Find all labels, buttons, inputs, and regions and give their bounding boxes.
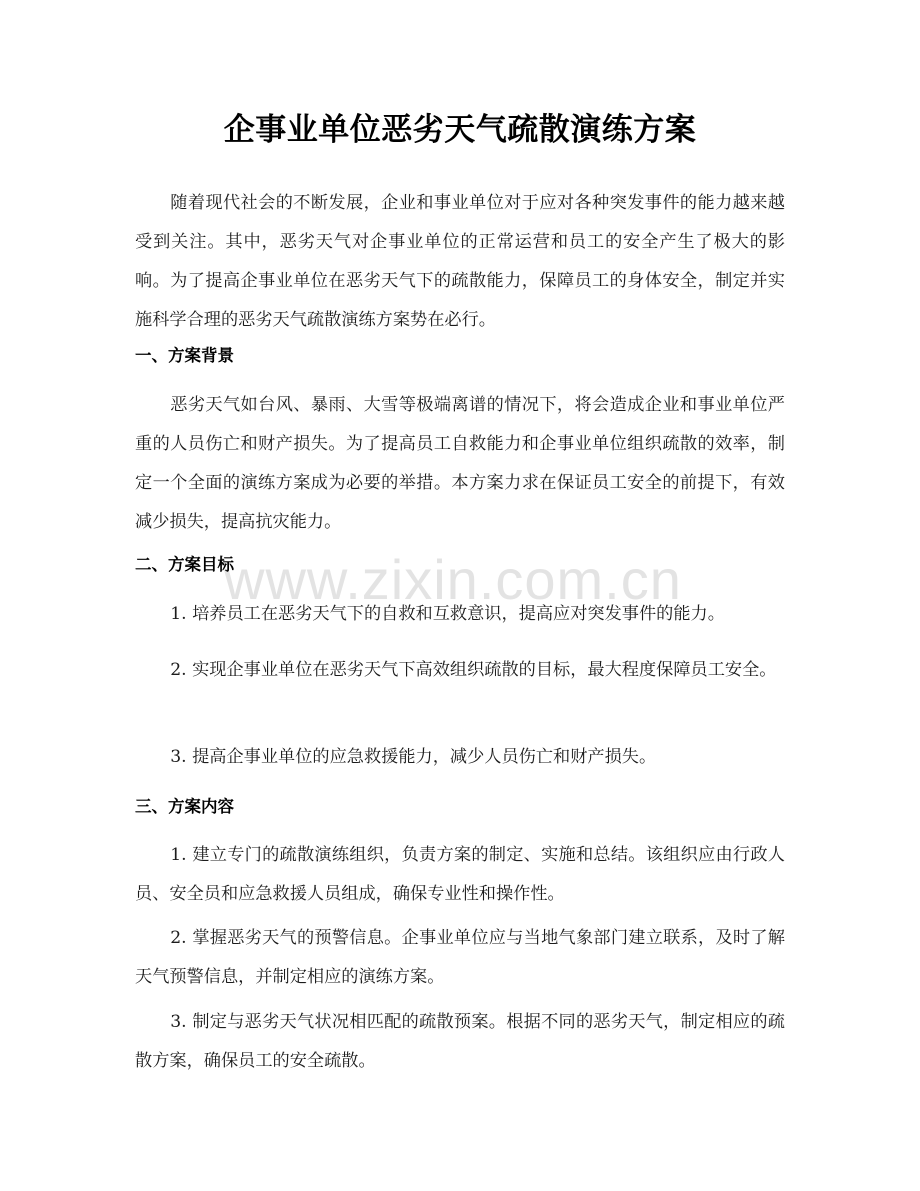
document-title: 企事业单位恶劣天气疏散演练方案 [223,112,697,148]
section-heading-background: 一、方案背景 [135,346,234,365]
content-item-2: 2. 掌握恶劣天气的预警信息。企事业单位应与当地气象部门建立联系，及时了解天气预警信息，并制定相应的演练方案。 [135,928,785,987]
intro-paragraph: 随着现代社会的不断发展，企业和事业单位对于应对各种突发事件的能力越来越受到关注。其中，恶劣天气对企事业单位的正常运营和员工的安全产生了极大的影响。为了提高企事业单位在恶劣天气下的疏散能力，保障员工的身体安全，制定并实施科学合理的恶劣天气疏散演练方案势在必行。 [135,193,785,330]
background-paragraph: 恶劣天气如台风、暴雨、大雪等极端离谱的情况下，将会造成企业和事业单位严重的人员伤亡和财产损失。为了提高员工自救能力和企事业单位组织疏散的效率，制定一个全面的演练方案成为必要的举措。本方案力求在保证员工安全的前提下，有效减少损失，提高抗灾能力。 [135,395,785,532]
content-item-1: 1. 建立专门的疏散演练组织，负责方案的制定、实施和总结。该组织应由行政人员、安全员和应急救援人员组成，确保专业性和操作性。 [135,845,785,904]
section-heading-goals: 二、方案目标 [135,555,234,574]
section-heading-content: 三、方案内容 [135,797,234,816]
goal-item-3: 3. 提高企事业单位的应急救援能力，减少人员伤亡和财产损失。 [170,747,657,767]
goal-item-1: 1. 培养员工在恶劣天气下的自救和互救意识，提高应对突发事件的能力。 [170,604,725,624]
content-item-3: 3. 制定与恶劣天气状况相匹配的疏散预案。根据不同的恶劣天气，制定相应的疏散方案，确保员工的安全疏散。 [135,1012,785,1071]
watermark: www.zixin.com.cn [224,548,682,611]
goal-item-2: 2. 实现企事业单位在恶劣天气下高效组织疏散的目标，最大程度保障员工安全。 [170,660,777,680]
